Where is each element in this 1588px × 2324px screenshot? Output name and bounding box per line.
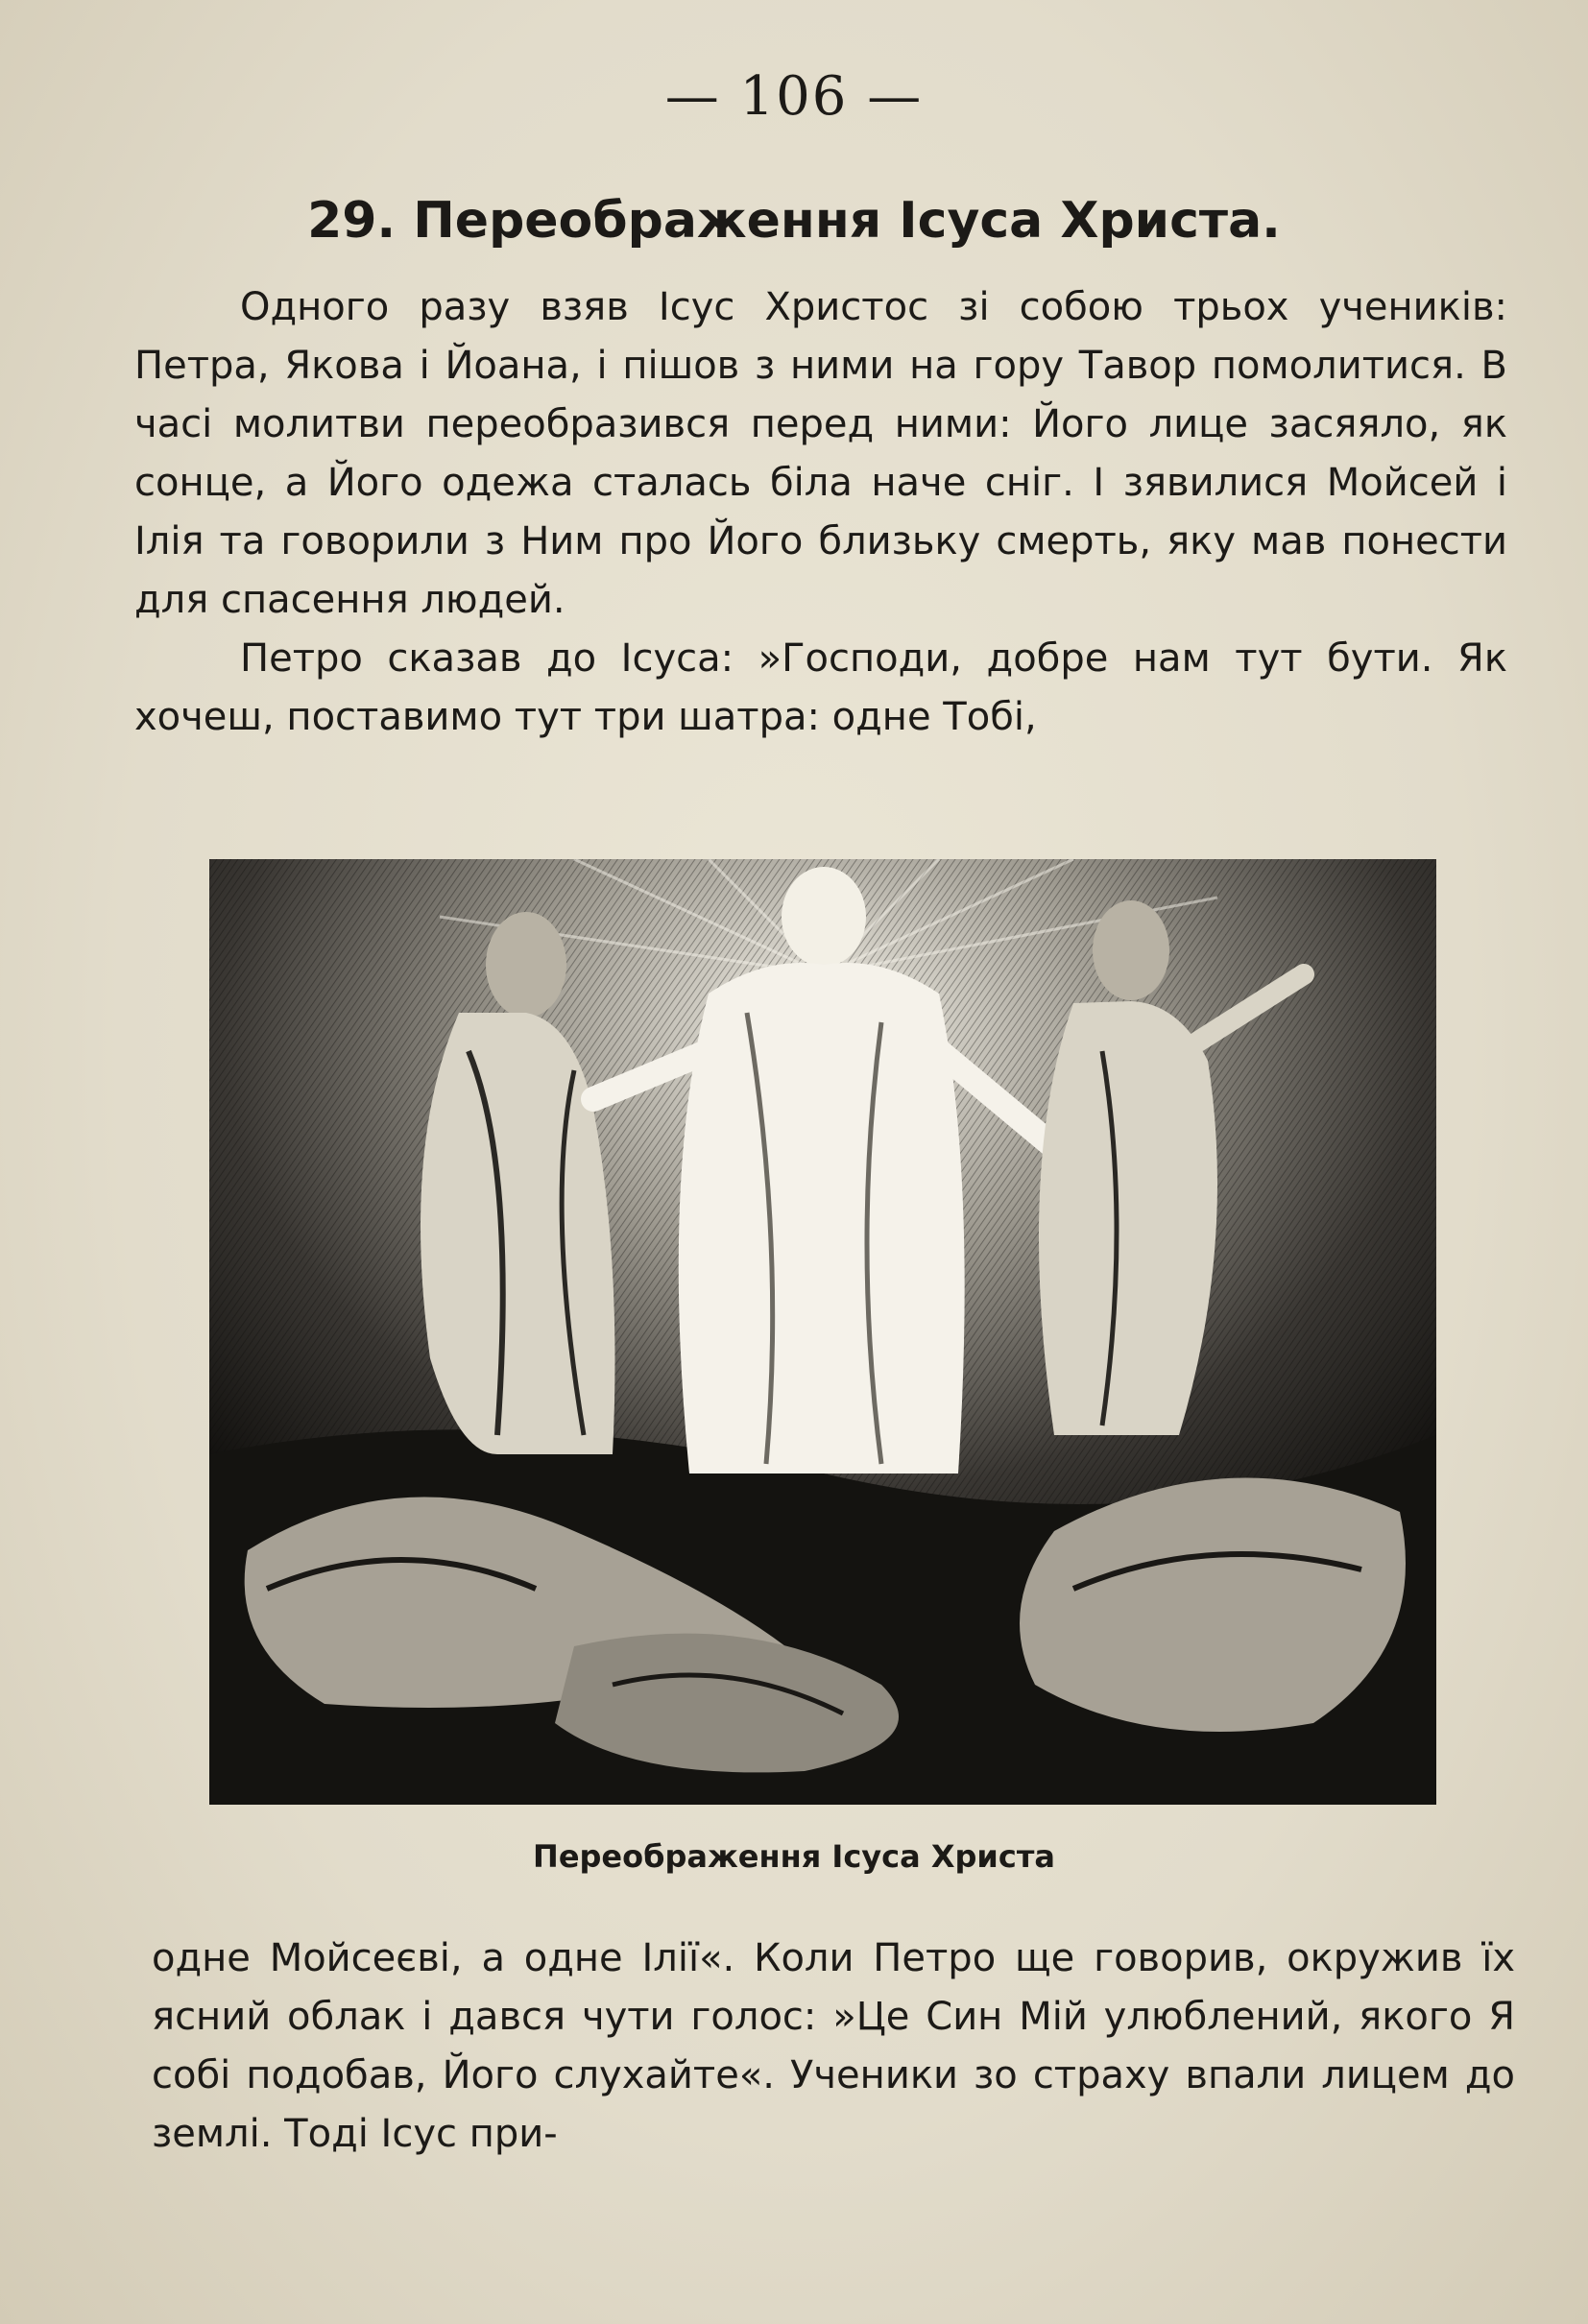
transfiguration-illustration xyxy=(209,859,1436,1805)
illustration-caption: Переображення Ісуса Христа xyxy=(533,1838,1055,1875)
body-text-top xyxy=(134,278,1507,747)
paragraph: Петро сказав до Ісуса: »Господи, добре нам тут бути. Як хочеш, поставимо тут три шатра: одне Тобі, xyxy=(134,636,1507,739)
paragraph: одне Мойсеєві, а одне Ілії«. Коли Петро ще говорив, окружив їх ясний облак і дався чути голос: »Це Син Мій улюблений, якого Я собі подобав, Його слухайте«. Ученики зо страху впали лицем до землі. Тоді Ісус при- xyxy=(152,1936,1515,2156)
page-number: — 106 — xyxy=(664,65,924,128)
body-text-bottom xyxy=(152,1929,1515,2164)
paragraph: Одного разу взяв Ісус Христос зі собою трьох учеників: Петра, Якова і Йоана, і пішов з ними на гору Тавор помолитися. В часі молитви переобразився перед ними: Його лице засяяло, як сонце, а Його одежа сталась біла наче сніг. І зявилися Мойсей і Ілія та говорили з Ним про Його близьку смерть, яку мав понести для спасення людей. xyxy=(134,285,1507,622)
chapter-title: 29. Переображення Ісуса Христа. xyxy=(307,192,1281,250)
